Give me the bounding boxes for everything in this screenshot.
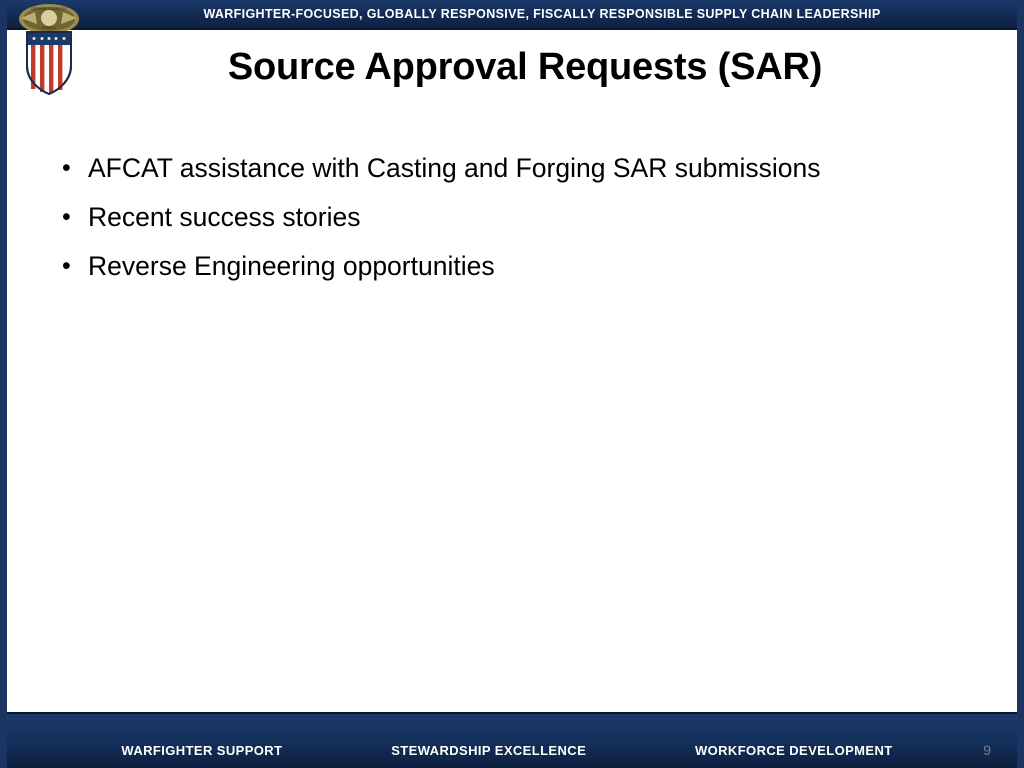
bullet-marker-icon: • — [62, 203, 71, 231]
header-banner — [7, 0, 1017, 30]
list-item — [62, 246, 937, 286]
footer-banner — [7, 712, 1017, 768]
footer-item-stewardship-excellence: STEWARDSHIP EXCELLENCE — [391, 743, 587, 758]
bullet-text: Reverse Engineering opportunities — [88, 251, 495, 281]
footer-item-warfighter-support: WARFIGHTER SUPPORT — [121, 743, 283, 758]
footer-item-workforce-development: WORKFORCE DEVELOPMENT — [694, 743, 893, 758]
svg-text:AGENCY: AGENCY — [41, 26, 57, 30]
bullet-list — [62, 148, 937, 295]
dla-agency-seal-icon — [15, 2, 83, 98]
slide-number: 9 — [983, 742, 991, 758]
footer-items — [7, 743, 1017, 758]
bullet-marker-icon: • — [62, 252, 71, 280]
list-item — [62, 197, 937, 237]
page-title: Source Approval Requests (SAR) — [227, 46, 823, 88]
bullet-marker-icon: • — [62, 154, 71, 182]
list-item — [62, 148, 937, 188]
svg-text:DEFENSE LOGISTICS: DEFENSE LOGISTICS — [31, 7, 67, 11]
bullet-text: AFCAT assistance with Casting and Forging SAR submissions — [88, 153, 821, 183]
header-banner-text: WARFIGHTER-FOCUSED, GLOBALLY RESPONSIVE, FISCALLY RESPONSIBLE SUPPLY CHAIN LEADERSHIP — [203, 7, 881, 21]
bullet-text: Recent success stories — [88, 202, 361, 232]
